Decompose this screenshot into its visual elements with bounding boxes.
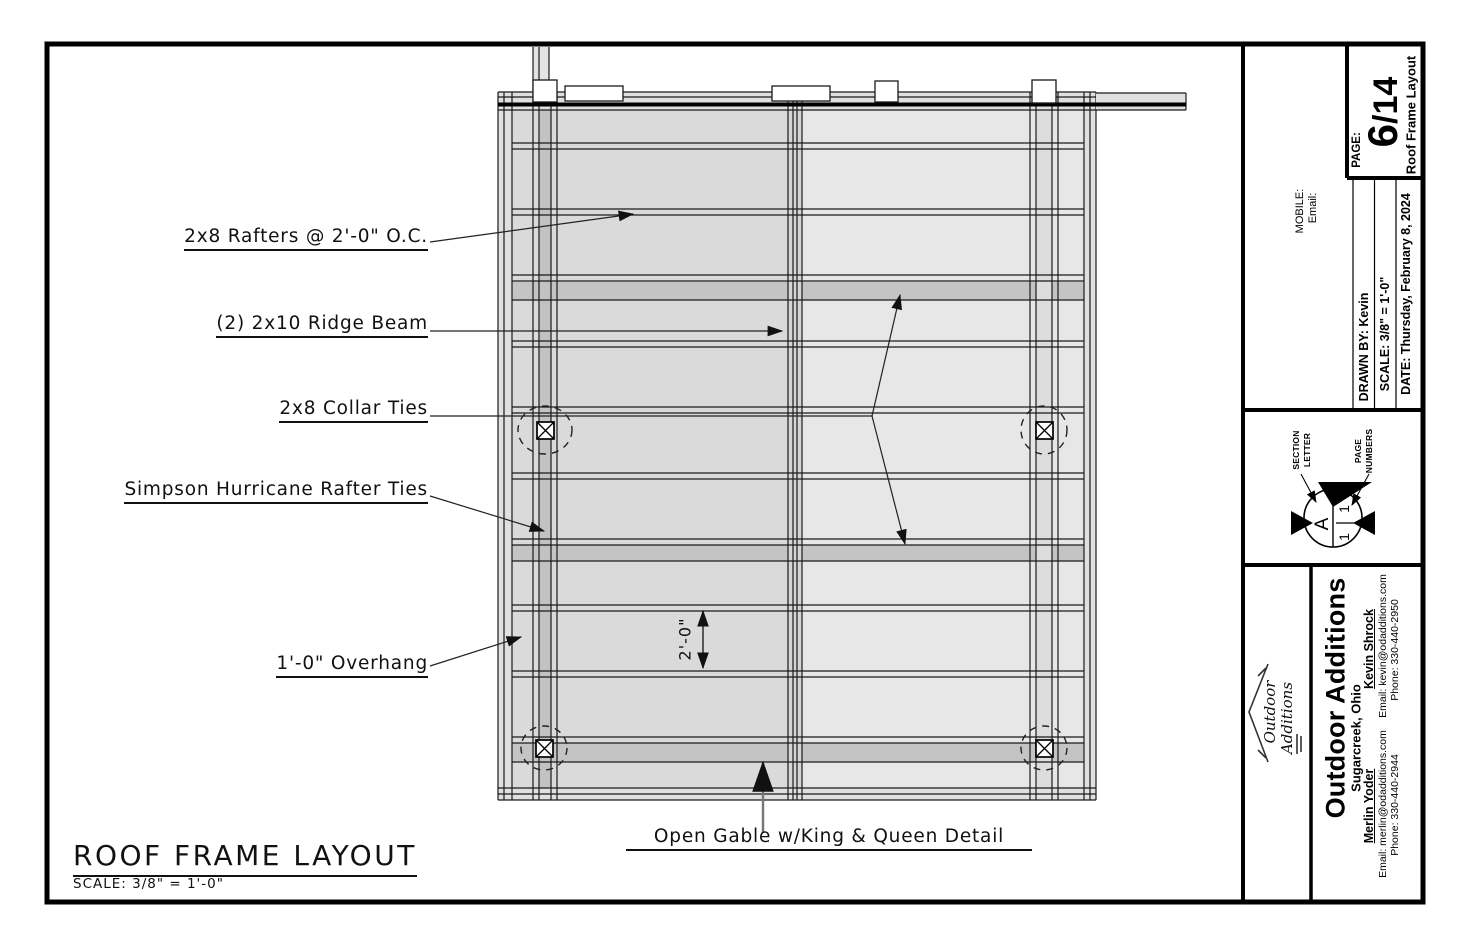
- titleblock-date: DATE: Thursday, February 8, 2024: [1399, 193, 1413, 395]
- callout-overhang: 1'-0" Overhang: [276, 653, 428, 678]
- drawn-by: DRAWN BY: Kevin: [1357, 292, 1371, 402]
- mobile-label: MOBILE:: [1294, 188, 1306, 234]
- logo-text-outdoor: Outdoor: [1261, 680, 1279, 744]
- page-numbers-label-2: NUMBERS: [1364, 428, 1374, 474]
- contact-1-name: Merlin Yoder: [1362, 768, 1376, 844]
- section-letter-value: A: [1312, 517, 1333, 531]
- page-numbers-label-1: PAGE: [1353, 438, 1363, 464]
- logo-text-additions: Additions: [1278, 681, 1296, 755]
- section-letter-label-1: SECTION: [1291, 430, 1301, 470]
- sheet-title: Roof Frame Layout: [1403, 55, 1419, 175]
- email-label: Email:: [1307, 192, 1319, 224]
- page-number: [1359, 77, 1407, 148]
- contact-2-phone: Phone: 330-440-2950: [1389, 599, 1401, 701]
- ledger-extension: [1096, 93, 1186, 110]
- callout-collar-ties: 2x8 Collar Ties: [279, 398, 428, 423]
- company-location: Sugarcreek, Ohio: [1348, 684, 1364, 792]
- page-number-current: 6: [1359, 123, 1406, 148]
- section-marker-symbol: [1291, 474, 1375, 547]
- page-number-total: /14: [1367, 76, 1405, 124]
- callout-rafters: 2x8 Rafters @ 2'-0" O.C.: [184, 226, 428, 251]
- callout-ridge-beam: (2) 2x10 Ridge Beam: [216, 313, 428, 338]
- section-page-top: 1: [1336, 505, 1352, 513]
- section-page-bottom: 1: [1336, 533, 1352, 541]
- contact-1-phone: Phone: 330-440-2944: [1389, 754, 1401, 856]
- contact-1-email: Email: merlin@odadditions.com: [1377, 730, 1389, 878]
- company-name: Outdoor Additions: [1320, 577, 1351, 819]
- contact-2-name: Kevin Shrock: [1362, 609, 1376, 689]
- contact-2-email: Email: kevin@odadditions.com: [1377, 574, 1389, 718]
- callout-hurricane-ties: Simpson Hurricane Rafter Ties: [124, 479, 428, 504]
- titleblock-scale: SCALE: 3/8" = 1'-0": [1378, 276, 1392, 392]
- section-letter-label-2: LETTER: [1302, 432, 1312, 468]
- drawing-scale-note: SCALE: 3/8" = 1'-0": [73, 876, 224, 892]
- callout-open-gable: Open Gable w/King & Queen Detail: [626, 826, 1032, 851]
- page-label: PAGE:: [1351, 132, 1363, 168]
- dimension-text: 2'-0": [675, 617, 695, 661]
- drawing-title: ROOF FRAME LAYOUT: [73, 839, 417, 877]
